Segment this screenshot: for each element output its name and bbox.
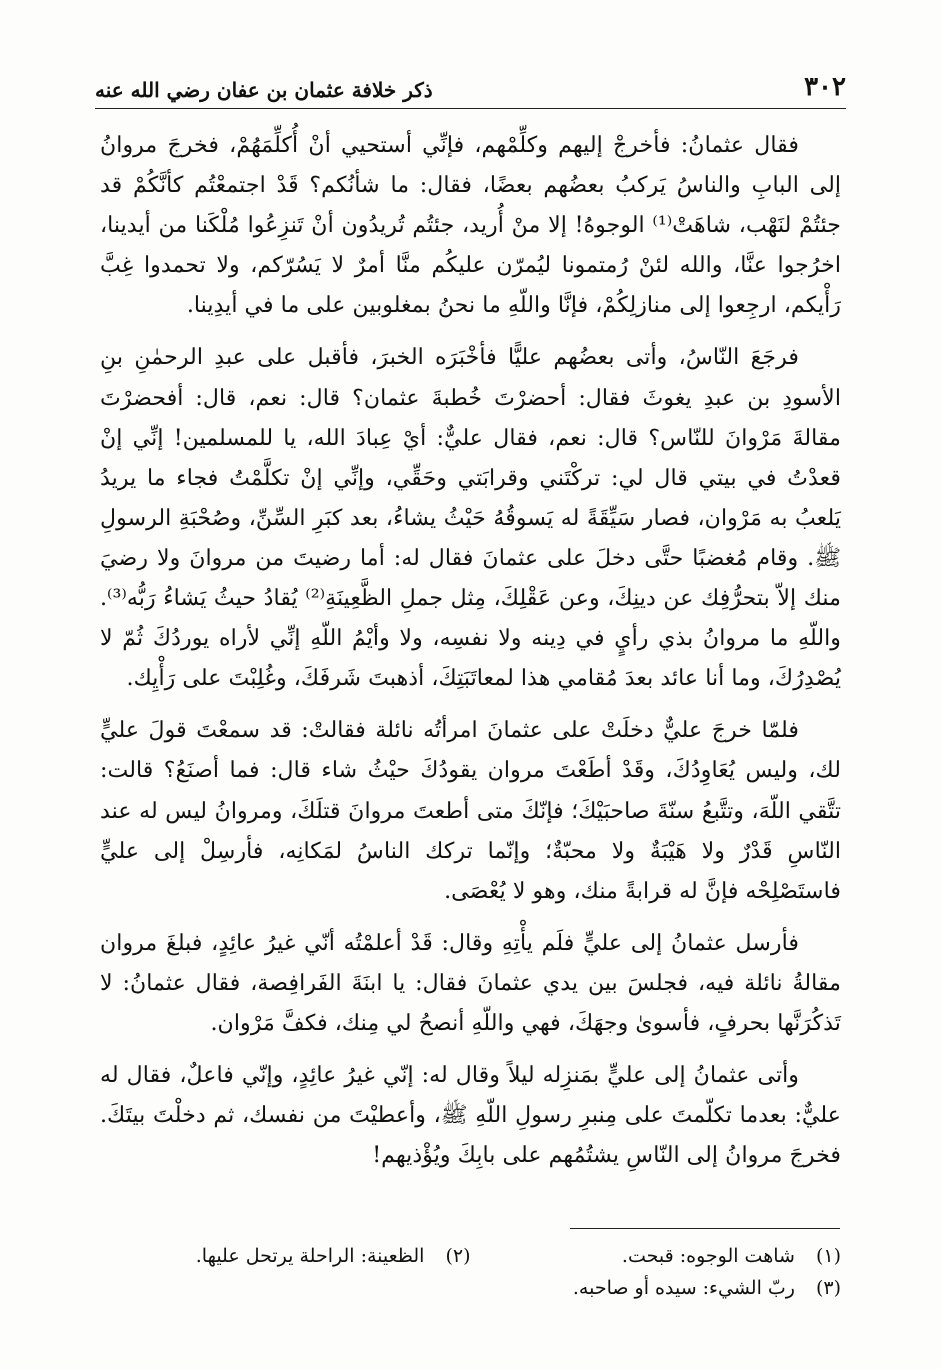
paragraph: فرجَعَ النّاسُ، وأتى بعضُهم عليًّا فأخْبَرَه الخبرَ، فأقبل على عبدِ الرحمٰنِ بنِ الأسودِ بن عبدِ يغوثَ فقال: أحضرْتَ خُطبةَ عثمان؟ قال: نعم، قال: أفحضرْتَ مقالةَ مَرْوانَ للنّاس؟ قال: نعم، فقال عليٌّ: أيْ عِبادَ الله، يا للمسلمين! إنِّي إنْ قعدْتُ في بيتي قال لي: تركْتَني وقرابَتي وحَقِّي، وإنِّي إنْ تكلَّمْتُ فجاء ما يريدُ يَلعبُ به مَرْوان، فصار سَيِّقَةً له يَسوقُهُ حَيْثُ يشاءُ، بعد كبَرِ السِّنِّ، وصُحْبَةِ الرسولِ ﷺ. وقام مُغضبًا حتَّى دخلَ على عثمانَ فقال له: أما رضيتَ من مروانَ ولا رضيَ منك إلاّ بتحرُّفِك عن دينِكَ، وعن عَقْلِكَ، مِثل جملِ الظَّعِينَةِ⁽²⁾ يُقادُ حيثُ يَشاءُ رَبُّه⁽³⁾. واللّهِ ما مروانُ بذي رأيٍ في دِينه ولا نفسِه، ولا وأيْمُ اللّهِ إنِّي لأراه يوردُكَ ثُمّ لا يُصْدِرُكَ، وما أنا عائد بعدَ مُقامي هذا لمعاتَبَتِكَ، أذهبتَ شَرفَكَ، وغُلِبْتَ على رَأْيِك.: [100, 344, 842, 692]
footnote-divider: [570, 1228, 840, 1229]
footnotes: [100, 1240, 841, 1304]
footnote-number: (١): [815, 1245, 841, 1267]
footnote-text: الظعينة: الراحلة يرتحل عليها.: [195, 1245, 425, 1267]
footnote-1: [471, 1240, 842, 1272]
footnote-number: (٢): [445, 1245, 471, 1267]
footnote-number: (٣): [815, 1277, 841, 1299]
paragraph: فلمّا خرجَ عليٌّ دخلَتْ على عثمانَ امرأتُه نائلة فقالتْ: قد سمعْتَ قولَ عليٍّ لك، وليس يُعَاوِدُكَ، وقَدْ أطَعْتَ مروان يقودُكَ حيْثُ شاء قال: فما أصنَعُ؟ قالت: تتَّقي اللّهَ، وتتَّبعُ سنّةَ صاحبَيْكَ؛ فإنّكَ متى أطعتَ مروانَ قتلَكَ، ومروانُ ليس له عند النّاسِ قَدْرٌ ولا هَيْبَةٌ ولا محبّةٌ؛ وإنّما تركك الناسُ لمَكانِه، فأرسِلْ إلى عليٍّ فاستَصْلِحْه فإنَّ له قرابةً منك، وهو لا يُعْصَى.: [100, 717, 841, 904]
footnote-text: شاهت الوجوه: قبحت.: [621, 1245, 795, 1267]
footnote-3: [471, 1272, 842, 1304]
page-header: [95, 62, 846, 109]
body-text: [100, 125, 841, 1187]
paragraph: فأرسل عثمانُ إلى عليٍّ فلَم يأْتِهِ وقال: قَدْ أعلمْتُه أنّي غيرُ عائِدٍ، فبلغَ مروان مقالةُ نائلة فيه، فجلسَ بين يدي عثمانَ فقال: يا ابنَةَ الفَرافِصة، فقال عثمانُ: لا تَذكُرَنَّها بحرفٍ، فأسوىٰ وجهَكَ، فهي واللّهِ أنصحُ لي مِنك، فكفَّ مَرْوان.: [100, 929, 841, 1036]
paragraph: وأتى عثمانُ إلى عليٍّ بمَنزِله ليلاً وقال له: إنّي غيرُ عائِدٍ، وإنّي فاعلٌ، فقال له عليٌّ: بعدما تكلّمتَ على مِنبرِ رسولِ اللّهِ ﷺ، وأعطيْتَ من نفسك، ثم دخلْتَ بيتَكَ. فخرجَ مروانُ إلى النّاسِ يشتُمُهم على بابِكَ ويُؤْذيهم!: [100, 1062, 841, 1169]
page-number: ٣٠٢: [804, 72, 846, 102]
footnote-text: ربّ الشيء: سيده أو صاحبه.: [572, 1277, 795, 1299]
paragraph: فقال عثمانُ: فأخرجْ إليهم وكلِّمْهم، فإنِّي أستحيي أنْ أُكلِّمَهُمْ، فخرجَ مروانُ إلى البابِ والناسُ يَركبُ بعضُهم بعضًا، فقال: ما شأنُكم؟ قَدْ اجتمعْتُم كأنَّكُمْ قد جئتُمْ لنَهْب، شاهَتْ⁽¹⁾ الوجوهُ! إلا منْ أُريد، جئتُم تُريدُون أنْ تَنزِعُوا مُلْكَنا من أيدينا، اخرُجوا عنَّا، والله لئنْ رُمتمونا ليُمرّن عليكُم منَّا أمرٌ لا يَسُرّكم، ولا تحمدوا غِبَّ رَأْيكم، ارجِعوا إلى منازلِكُمْ، فإنَّا واللّهِ ما نحنُ بمغلوبين على ما في أيدِينا.: [100, 132, 841, 319]
running-title: ذكر خلافة عثمان بن عفان رضي الله عنه: [95, 78, 433, 102]
footnote-2: [100, 1240, 471, 1272]
